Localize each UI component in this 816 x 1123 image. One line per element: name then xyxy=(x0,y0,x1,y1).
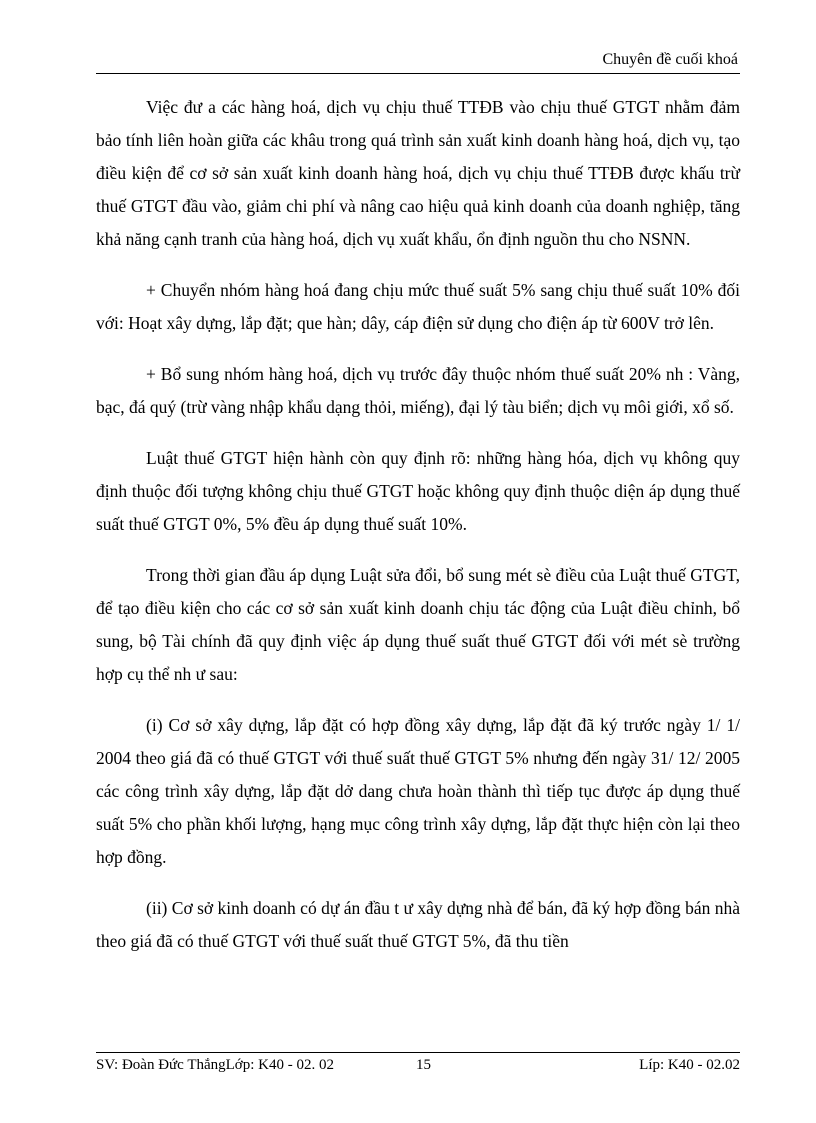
paragraph-current-law: Luật thuế GTGT hiện hành còn quy định rõ: những hàng hóa, dịch vụ không quy định thuộc đối tượng không chịu thuế GTGT hoặc không quy định thuộc diện áp dụng thuế suất thuế GTGT 0%, 5% đều áp dụng thuế suất 10%. xyxy=(96,448,740,534)
page-number: 15 xyxy=(416,1057,431,1073)
paragraph-20-percent-group: + Bổ sung nhóm hàng hoá, dịch vụ trước đây thuộc nhóm thuế suất 20% nh : Vàng, bạc, đá quý (trừ vàng nhập khẩu dạng thỏi, miếng), đại lý tàu biển; dịch vụ môi giới, xổ số. xyxy=(96,364,740,417)
page-footer xyxy=(96,1055,740,1075)
paragraph-transition-period: Trong thời gian đầu áp dụng Luật sửa đổi, bổ sung mét sè điều của Luật thuế GTGT, để tạo điều kiện cho các cơ sở sản xuất kinh doanh chịu tác động của Luật điều chỉnh, bổ sung, bộ Tài chính đã quy định việc áp dụng thuế suất thuế GTGT đối với mét sè trường hợp cụ thể nh ư sau: xyxy=(96,565,740,684)
page-header-title: Chuyên đề cuối khoá xyxy=(602,51,738,68)
footer-divider xyxy=(96,1052,740,1053)
footer-student-info: SV: Đoàn Đức ThắngLớp: K40 - 02. 02 xyxy=(96,1057,334,1073)
paragraph-ttdb-goods: Việc đư a các hàng hoá, dịch vụ chịu thuế TTĐB vào chịu thuế GTGT nhằm đảm bảo tính liên hoàn giữa các khâu trong quá trình sản xuất kinh doanh hàng hoá, dịch vụ, tạo điều kiện để cơ sở sản xuất kinh doanh hàng hoá, dịch vụ chịu thuế TTĐB được khấu trừ thuế GTGT đầu vào, giảm chi phí và nâng cao hiệu quả kinh doanh của doanh nghiệp, tăng khả năng cạnh tranh của hàng hoá, dịch vụ xuất khẩu, ổn định nguồn thu cho NSNN. xyxy=(96,97,740,249)
header-divider xyxy=(96,73,740,74)
footer-class-info: Líp: K40 - 02.02 xyxy=(639,1057,740,1073)
document-body xyxy=(96,91,740,976)
paragraph-5-to-10-percent: + Chuyển nhóm hàng hoá đang chịu mức thuế suất 5% sang chịu thuế suất 10% đối với: Hoạt xây dựng, lắp đặt; que hàn; dây, cáp điện sử dụng cho điện áp từ 600V trở lên. xyxy=(96,280,740,333)
paragraph-case-ii: (ii) Cơ sở kinh doanh có dự án đầu t ư xây dựng nhà để bán, đã ký hợp đồng bán nhà theo giá đã có thuế GTGT với thuế suất thuế GTGT 5%, đã thu tiền xyxy=(96,898,740,951)
paragraph-case-i: (i) Cơ sở xây dựng, lắp đặt có hợp đồng xây dựng, lắp đặt đã ký trước ngày 1/ 1/ 2004 theo giá đã có thuế GTGT với thuế suất thuế GTGT 5% nhưng đến ngày 31/ 12/ 2005 các công trình xây dựng, lắp đặt dở dang chưa hoàn thành thì tiếp tục được áp dụng thuế suất 5% cho phần khối lượng, hạng mục công trình xây dựng, lắp đặt thực hiện còn lại theo hợp đồng. xyxy=(96,715,740,867)
